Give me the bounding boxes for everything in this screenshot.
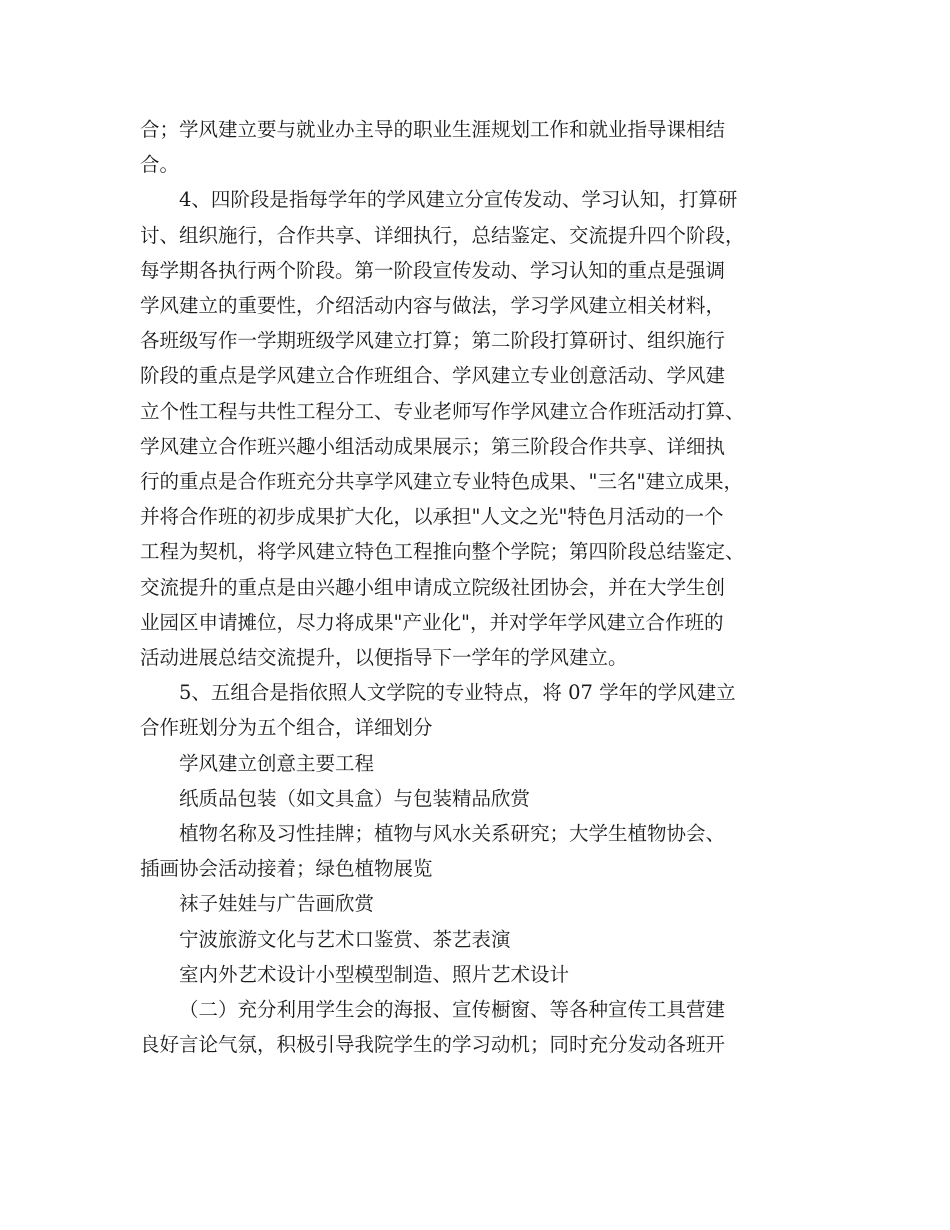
text-line: 活动进展总结交流提升，以便指导下一学年的学风建立。: [140, 646, 628, 670]
list-item: 学风建立创意主要工程: [179, 751, 375, 775]
text-line: 阶段的重点是学风建立合作班组合、学风建立专业创意活动、学风建: [140, 364, 726, 388]
text-line: 并将合作班的初步成果扩大化，以承担"人文之光"特色月活动的一个: [140, 505, 724, 529]
text-line: 交流提升的重点是由兴趣小组申请成立院级社团协会，并在大学生创: [140, 575, 726, 599]
text-line: 立个性工程与共性工程分工、专业老师写作学风建立合作班活动打算、: [140, 399, 745, 423]
text-line: 合。: [140, 153, 180, 177]
list-item: 植物名称及习性挂牌；植物与风水关系研究；大学生植物协会、: [179, 822, 726, 846]
text-line: 讨、组织施行，合作共享、详细执行，总结鉴定、交流提升四个阶段，: [140, 223, 745, 247]
text-line: 5、五组合是指依照人文学院的专业特点，将 07 学年的学风建立: [179, 681, 736, 705]
section-paragraph: （二）充分利用学生会的海报、宣传橱窗、等各种宣传工具营建: [179, 998, 726, 1022]
text-line: 业园区申请摊位，尽力将成果"产业化"，并对学年学风建立合作班的: [140, 610, 724, 634]
text-line: 每学期各执行两个阶段。第一阶段宣传发动、学习认知的重点是强调: [140, 258, 726, 282]
text-line: 工程为契机，将学风建立特色工程推向整个学院；第四阶段总结鉴定、: [140, 540, 745, 564]
list-item: 宁波旅游文化与艺术口鉴赏、茶艺表演: [179, 927, 511, 951]
text-line: 合作班划分为五个组合，详细划分: [140, 716, 433, 740]
text-line: 插画协会活动接着；绿色植物展览: [140, 857, 433, 881]
text-line: 学风建立的重要性，介绍活动内容与做法，学习学风建立相关材料，: [140, 294, 726, 318]
text-line: 良好言论气氛，积极引导我院学生的学习动机；同时充分发动各班开: [140, 1033, 726, 1057]
text-line: 学风建立合作班兴趣小组活动成果展示；第三阶段合作共享、详细执: [140, 434, 726, 458]
text-line: 4、四阶段是指每学年的学风建立分宣传发动、学习认知，打算研: [179, 188, 738, 212]
list-item: 室内外艺术设计小型模型制造、照片艺术设计: [179, 962, 570, 986]
list-item: 袜子娃娃与广告画欣赏: [179, 892, 375, 916]
text-line: 合；学风建立要与就业办主导的职业生涯规划工作和就业指导课相结: [140, 118, 726, 141]
body-text: [140, 112, 820, 1062]
list-item: 纸质品包装（如文具盒）与包装精品欣赏: [179, 786, 531, 810]
text-line: 各班级写作一学期班级学风建立打算；第二阶段打算研讨、组织施行: [140, 329, 726, 353]
text-line: 行的重点是合作班充分共享学风建立专业特色成果、"三名"建立成果，: [140, 470, 743, 494]
